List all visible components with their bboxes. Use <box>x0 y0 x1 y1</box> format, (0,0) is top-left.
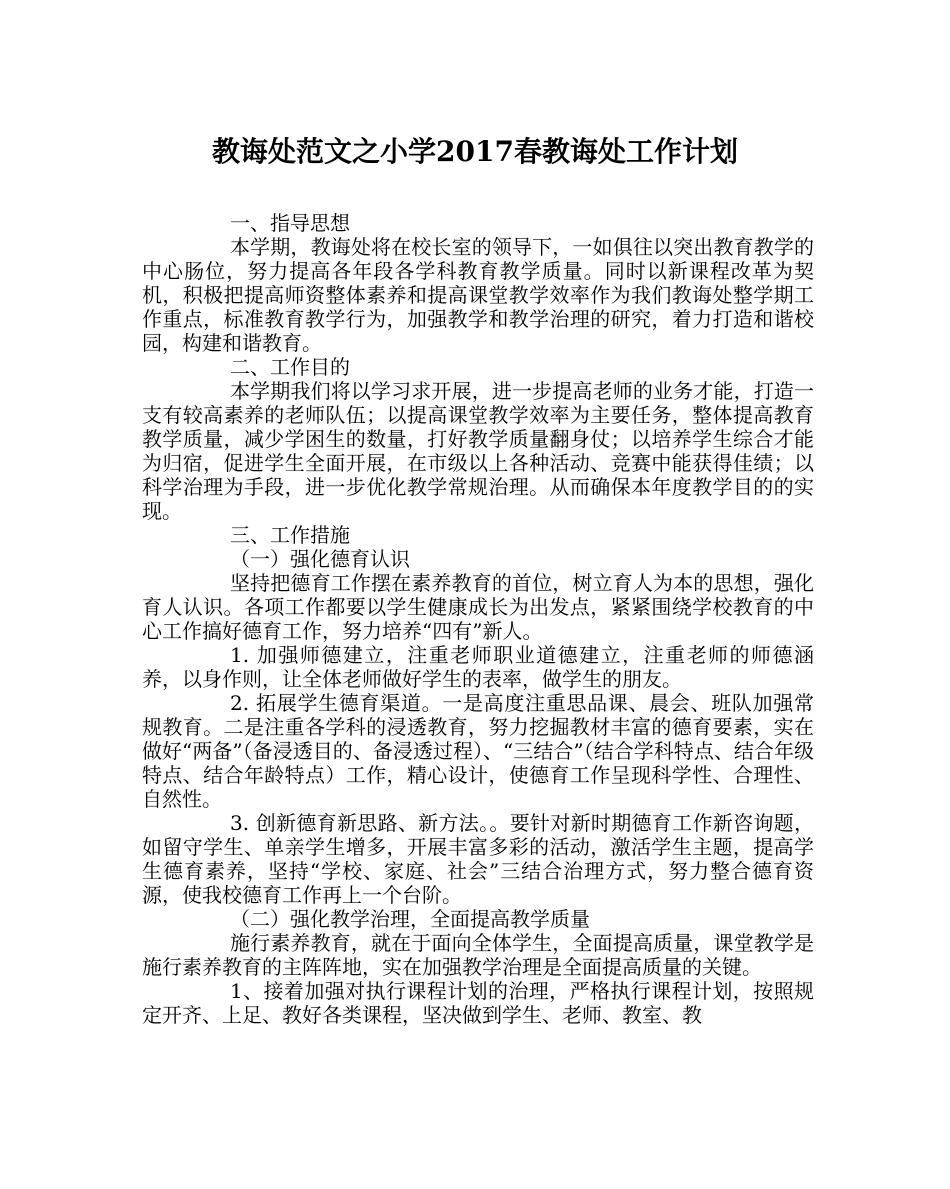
subsection-heading-moral-education: （一）强化德育认识 <box>230 547 410 571</box>
list-item: 1. 加强师德建立，注重老师职业道德建立，注重老师的师德涵养，以身作则，让全体老师做好学生的表率，做学生的朋友。 <box>142 643 814 691</box>
section-heading-work-goals: 二、工作目的 <box>230 355 350 379</box>
list-item: 3. 创新德育新思路、新方法。。要针对新时期德育工作新咨询题，如留守学生、单亲学生增多，开展丰富多彩的活动，激活学生主题，提高学生德育素养，坚持“学校、家庭、社会”三结合治理方式，努力整合德育资源，使我校德育工作再上一个台阶。 <box>142 811 814 907</box>
document-body <box>142 211 814 1027</box>
paragraph: 坚持把德育工作摆在素养教育的首位，树立育人为本的思想，强化育人认识。各项工作都要以学生健康成长为出发点，紧紧围绕学校教育的中心工作搞好德育工作，努力培养“四有”新人。 <box>142 571 814 643</box>
section-heading-guiding-ideology: 一、指导思想 <box>230 211 350 235</box>
document-title: 教诲处范文之小学2017春教诲处工作计划 <box>212 135 738 168</box>
paragraph: 本学期我们将以学习求开展，进一步提高老师的业务才能，打造一支有较高素养的老师队伍；以提高课堂教学效率为主要任务，整体提高教育教学质量，减少学困生的数量，打好教学质量翻身仗；以培养学生综合才能为归宿，促进学生全面开展，在市级以上各种活动、竞赛中能获得佳绩；以科学治理为手段，进一步优化教学常规治理。从而确保本年度教学目的的实现。 <box>142 379 814 523</box>
list-item: 2. 拓展学生德育渠道。一是高度注重思品课、晨会、班队加强常规教育。二是注重各学科的浸透教育，努力挖掘教材丰富的德育要素，实在做好“两备”（备浸透目的、备浸透过程）、“三结合”（结合学科特点、结合年级特点、结合年龄特点）工作，精心设计，使德育工作呈现科学性、合理性、自然性。 <box>142 691 814 811</box>
section-heading-work-measures: 三、工作措施 <box>230 523 350 547</box>
paragraph: 施行素养教育，就在于面向全体学生，全面提高质量，课堂教学是施行素养教育的主阵阵地，实在加强教学治理是全面提高质量的关键。 <box>142 931 814 979</box>
subsection-heading-teaching-management: （二）强化教学治理，全面提高教学质量 <box>230 907 590 931</box>
list-item: 1、接着加强对执行课程计划的治理，严格执行课程计划，按照规定开齐、上足、教好各类课程，坚决做到学生、老师、教室、教 <box>142 979 814 1027</box>
paragraph: 本学期，教诲处将在校长室的领导下，一如俱往以突出教育教学的中心肠位，努力提高各年段各学科教育教学质量。同时以新课程改革为契机，积极把提高师资整体素养和提高课堂教学效率作为我们教诲处整学期工作重点，标准教育教学行为，加强教学和教学治理的研究，着力打造和谐校园，构建和谐教育。 <box>142 235 814 355</box>
